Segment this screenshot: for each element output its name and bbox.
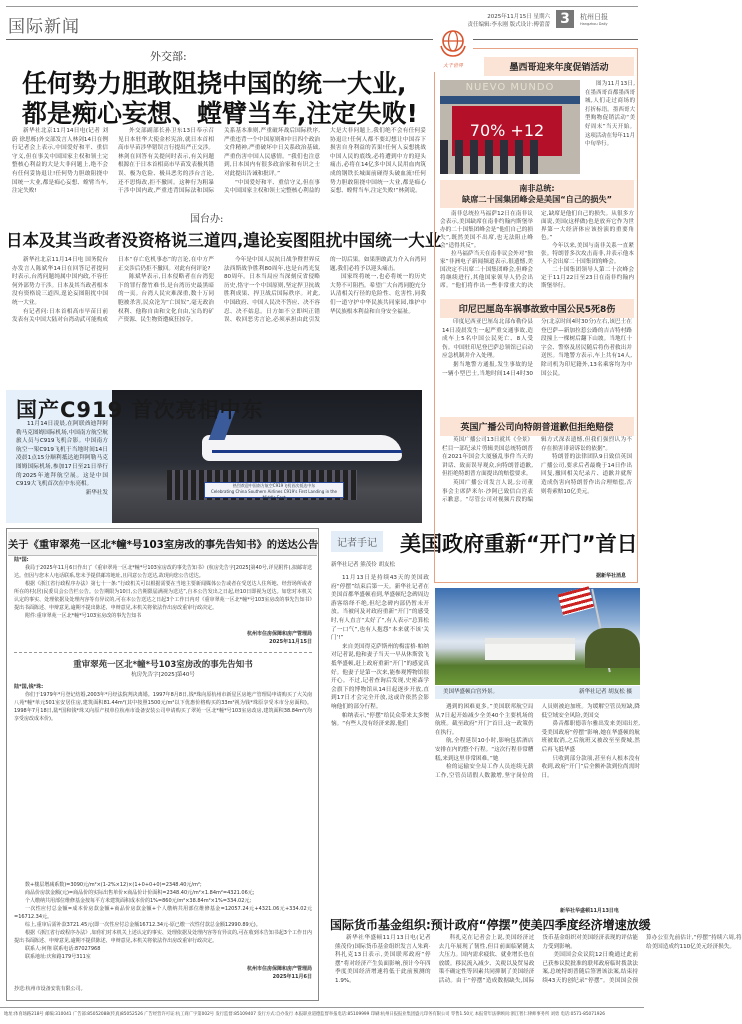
- footer-rule: [0, 1007, 644, 1008]
- paragraph: 联系人:何翔 联系电话:87027968: [25, 946, 101, 952]
- c919-headline: 国产C919 首次亮相中东: [16, 398, 264, 422]
- paragraph: 科扎克在记者会上说,美国经济过去几年展现了韧性,但目前面临紧随太大压力。国内需求疲软、就业增长也在放缓。移民流入减少、关税以及贸易政策不确定性等因素共同抑制了美国经济活动。由于“停摆”造成数据缺失,国际货币基金组织对美国经济表现的评估能力受到影响。: [438, 935, 638, 984]
- doc-title: 重审翠苑一区北*幢*号103室房改的事先告知书: [73, 660, 253, 670]
- safrica-title: 缺席二十国集团峰会是美国“自己的损失”: [462, 194, 612, 204]
- paragraph: 新华社北京11月14日电(记者 刘蔚 徐思栎)外交部发言人林剑14日在例行记者会上表示,中国爱好和平、重信守义,但在事关中国国家主权和领土完整核心利益的大是大非问题上,绝不会有任何妥协退让!任何势力胆敢阻挠中国统一大业,都是痴心妄想、螳臂当车,注定失败!: [12, 128, 108, 195]
- paragraph: 航,全程延误10小时,影响包括酒店安排在内的整个行程。“这次行程非常糟糕,来到这里非常困难。”她: [435, 738, 534, 762]
- lead-kicker: 外交部:: [150, 50, 187, 63]
- bbc-title: 英国广播公司向特朗普道歉但拒绝赔偿: [440, 417, 634, 436]
- store-awning: [440, 96, 580, 104]
- paragraph: 英国广播公司13日就其《全景》栏目一部纪录片剪辑美国总统特朗普在2021年国会大厦骚乱事件当天的讲话、致而误导观众,向特朗普道歉,但拒绝特朗普方面提出的赔偿要求。: [442, 437, 533, 478]
- top-rule: [6, 6, 638, 7]
- paragraph: 有记者问:日本首相高市早苗日前发表有关中国大陆对台湾动武可能构成日本“存亡危机事态”的言论,在中方严正交涉后仍拒不撤回。对此有何评论?: [12, 257, 214, 324]
- paragraph: 南非总统拉马福萨12日在南非议会表示,美国缺席在南非约翰内斯堡举办的二十国集团峰会是“他们自己的损失”,既然美国不出席,也无法阻止峰会“适得其反”。: [440, 211, 533, 249]
- reopen-dateline: 新华社华盛顿11月13日电: [560, 908, 619, 914]
- promo-poster: 70% +12: [452, 106, 562, 156]
- paragraph: 今年以来,美国与南非关系一直紧张。特朗普多次攻击南非,并表示他本人不会出席二十国集团的峰会。: [541, 243, 634, 265]
- reopen-body-col1: [331, 574, 429, 914]
- paragraph: 我局于2025年11月6日作出了《重审翠苑一区北*幢*号103室房改的事先告知书》(杭房先告字[2025]第40号,详见附件),拟邮寄送达。但因与您本人电话联系,您未予提供邮寄地址,且同意公告送达,故现向您公告送达。: [14, 565, 312, 579]
- white-house-photo: [435, 588, 640, 685]
- footer-info: 地址:体育场路218号 邮编:310041 广告部:85052088(传真)85052526 广告经营许可证:杭工商广字第002号 发行监督:85109407 发行方式:自办发行 本报职业道德监督举报电话:85109999 印刷:杭州日报报业集团盛元印务有限公司 零售1.50元 本报常年法律顾问:浙江智仁律师事务所 刘勇 电话:0571-85071926: [4, 1012, 605, 1017]
- lead-body: [12, 127, 426, 203]
- paragraph: 帕纳表示,“停摆”给民众带来太多懊恼。“有些人没有经济来源,他们: [331, 712, 429, 728]
- logo-text: 大千世界: [442, 63, 463, 69]
- banner-text-cn: 热烈欢迎中国南方航空C919飞机首次抵达中东: [232, 483, 316, 488]
- paragraph: 根据《浙江省行政程序办法》第七十一条:“行政机关可以根据需要在当地主要新闻媒体公告或者在受送达人住所地、经营场所或者所在的村(居)民委员会公告栏公告。公告期限为10日,公告期限届满视为送达”,自本公告发出之日起,经10日即视为送达。如您对本机关认定的事实、处理依据及处理内容等有异议的,可在本公告送达之日起3个工作日内对《重审翠苑一区北*幢*号103室房改的事先告知书》提出书面陈述、申辩意见,逾期不提出陈述、申辩意见,本机关将依法作出房改重审行政决定。: [14, 581, 312, 611]
- paper-name-en: Hangzhou Daily: [580, 22, 608, 26]
- caption-text: 11月14日凌晨,在阿联酋迪拜阿勒马克图姆国际机场,中国南方航空航旅人员与C919飞机合影。中国南方航空一架C919飞机于当地时间14日凌晨1点15分顺利抵达迪拜阿勒马克图姆国际机场,参加17日至21日举行的2025年迪拜航空展。这是中国C919大飞机首次在中东亮相。: [16, 421, 108, 488]
- paragraph: 商品价房款金额(元)=商品价的实际出售单价×商品价计价面积=2348.40元/m²×1.84m²=4321.06元;: [25, 890, 255, 896]
- mexico-title: 墨西哥迎来年度促销活动: [484, 57, 634, 76]
- photo-caption: 美国华盛顿白宫外景。: [443, 689, 499, 695]
- paragraph: 新华社华盛顿11月13日电(记者 熊茂伶)国际货币基金组织发言人朱莉·科扎克13日表示,美国联邦政府“停摆”将对经济产生负面影响,预计今年四季度美国经济增速将低于此前预测的1.9%。: [335, 935, 431, 984]
- notice-title: 关于《重审翠苑一区北*幢*号103室房改的事先告知书》的送达公告: [8, 532, 317, 556]
- imf-headline: 国际货币基金组织:预计政府“停摆”使美四季度经济增速放缓: [330, 918, 651, 932]
- doc-recipient: 陆*国,钱*珠:: [14, 684, 44, 690]
- welcome-banner: [204, 482, 344, 498]
- taiwan-headline: 日本及其当政者没资格说三道四,遑论妄图阻扰中国统一大业: [6, 231, 442, 250]
- doc-body: [14, 691, 312, 961]
- globe-icon: [438, 28, 468, 58]
- us-flag: [558, 586, 595, 616]
- paragraph: “中国爱好和平、重信守义,但在事关中国国家主权和领土完整核心利益的大是大非问题上,我们绝不会有任何妥协退让!任何人都不要幻想让中国吞下损害自身利益的苦果!任何人妄想挑战中国人民的底线,必将遭到中方的迎头痛击,必将在14亿多中国人民用血肉筑成的钢铁长城面前碰得头破血流!任何势力胆敢阻挠中国统一大业,都是痴心妄想、螳臂当车,注定失败!”林剑说。: [224, 128, 426, 195]
- header-rule: [6, 39, 638, 40]
- bali-title: 印尼巴厘岛车祸事故致中国公民5死8伤: [440, 299, 634, 318]
- c919-caption: [16, 420, 108, 497]
- paragraph: 陈斌华表示,日本侵略者在台湾犯下的罪行罄竹难书,是台湾历史最黑暗的一页。台湾人民灾难深重,数十万同胞被杀害,民众沦为“亡国奴”,毫无政治权利、他称自由和文化自由,宝岛的矿产资源、民生物资遭疯狂掠夺。: [118, 274, 214, 324]
- notice-body: [14, 564, 312, 620]
- paragraph: 拉马福萨当天在南非议会外对“独家”非洲电子新闻频道表示,很遗憾,美国决定不出席二十国集团峰会,但峰会将继续进行,其他国家领导人仍会出席。“他们将作出一些非常重大的决定,缺席是他们自己的损失。从很多方面说,美国(这样做)也是放弃它作为世界第一大经济体应该扮演的重要角色。”: [440, 211, 634, 289]
- doc-number: 杭房先告字[2025]第40号: [131, 672, 195, 678]
- reopen-body-col23: [435, 703, 640, 913]
- paragraph: 今年是中国人民抗日战争暨世界反法西斯战争胜利80周年,也是台湾光复80周年。日本当局应当深刻反省侵略历史,恪守一个中国原则,坚定捍卫抗战胜利成果、捍卫战后国际秩序。对此,中国政府、中国人民决不答应、决不容忍、决不姑息。日方如不立即纠正错误、收回恶劣言论,必须承担由此引发的一切后果。如果胆敢武力介入台湾问题,我们必将予以迎头痛击。: [224, 257, 426, 324]
- issue-date: 2025年11月15日 星期六: [487, 14, 550, 20]
- taiwan-body: [12, 256, 426, 380]
- shoppers: [440, 140, 540, 174]
- divider: [14, 652, 312, 653]
- photo-caption-bar: [435, 686, 640, 699]
- paragraph: 11月13日是持续43天的美国政府“停摆”结束后第一天。新华社记者在美国首都华盛顿看到,华盛顿纪念碑周边游客络绎不绝,但纪念碑内部仍暂未开放。当被问及对政府重新“开门”的感受时,有人直言“太好了”,有人表示“总算松了一口气”,也有人抱怨“本来就不该‘关门’!”: [331, 575, 429, 642]
- paper-logo: [580, 12, 608, 26]
- paragraph: 遇到的困难更多。”美国联邦航空局从7日起开始减少全美40个主要机场的航班。截至政府“开门”首日,这一政策仍在执行。: [435, 704, 534, 736]
- bbc-dateline: 据新华社消息: [596, 573, 627, 579]
- lead-headline-2: 都是痴心妄想、螳臂当车,注定失败!: [22, 99, 418, 128]
- paragraph: 你们于1979年*月登记结婚,2003年*月经法院判决离婚。1997年8月8日,钱*珠向原杭州市新星区房地产管理局申请购买了大关南八苑*幢*单元501室安居住房,建筑面积81.44m²(其中按照1500元/m²以下优惠价格购买的33m²视为钱*珠原享受本市分房面积)。1998年7月18日,陆*国和钱*珠又向原产权单位杭州市设备安装公司申请购买了翠苑一区北*幢*号103室房改房,建筑面积38.84m²(均享受房改成本价)。: [14, 692, 312, 722]
- paragraph: 数+楼层增减系数)=3090元/m²×(1-2%×12)×(1+0+0+0)=2348.40元/m²;: [25, 882, 202, 888]
- notice-signature: 杭州市住房保障和房产管理局: [246, 631, 312, 637]
- safrica-body: [440, 210, 634, 296]
- safrica-kicker: 南非总统:: [519, 184, 555, 193]
- paragraph: 美国国会众议院12日晚通过此前已获参议院批准的联邦政府临时拨款法案,总统特朗普随后签署该法案,结束持续43天的创纪录“停摆”。美国国会预算办公室先前估计,“停摆”持续六周,将给美国造成约110亿美元经济损失。: [542, 935, 742, 984]
- bali-body: [442, 318, 632, 412]
- paragraph: 检的运输安全局工作人员连续无薪工作,空管员请假人数激增,坚守岗位的人员则被迫加班。为缓解空管员短缺,降低空域安全风险,美国交: [435, 704, 640, 779]
- paragraph: 鼻音都职德蒂尔雅出发来美国出差,受美国政府“停摆”影响,她在华盛顿的航班被取消,之后航班又被改至至费城,然后再飞抵华盛: [541, 721, 640, 753]
- mexico-photo: [440, 80, 580, 174]
- paragraph: 来自美国得克萨斯州的梅雷格·帕纳对记者说,他和妻子当天一早从休斯敦飞抵华盛顿,赶上政府重新“开门”的感觉真好。他妻子是第一次来,能参观博物馆很开心。不过,记者查询后发现,史密森学会旗下的博物馆从14日起逐步开放,直到17日才会完全开放,这或许依然会影响他们的部分行程。: [331, 643, 429, 710]
- paragraph: 附件:重审翠苑一区北*幢*号103室房改的事先告知书: [25, 613, 142, 619]
- paragraph: 一次性应付总金额=成本价房款金额+商品价房款金额+个人缴纳共用部位维修基金=12057.24元+4321.06元+334.02元=16712.34元。: [14, 906, 312, 920]
- paragraph: 外交部副部长孙卫东13日奉示召见日本驻华大使金杉宪治,就日本首相高市早苗涉华错误言行提出严正交涉。林剑在回答有关提问时表示,有关问题根源在于日本首相高市早苗发表极其错误、极为危险、极具恶劣的涉台言论,还不思悔改,拒不撤回。这种行为粗暴干涉中国内政,严重违背国际法和国际关系基本准则,严重破坏战后国际秩序,严重违背一个中国原则和中日四个政治文件精神,严重破坏中日关系政治基础,严重伤害中国人民感情。“我们也注意到,日本国内有很多政治家和有识之士对此提出告诫和批评。”: [118, 128, 320, 195]
- paragraph: 据当地警方通报,发生事故的是一辆小型巴士,当地时间14日4时30分(北京时间4时30分)左右,该巴士在登巴萨—新加拉惹公路的吉吉特村路段撞上一棵树后翻下山坡。当地红十字会、警察及居民随后将伤者救出并送医。当地警方表示,车上共有14人,除司机为印尼籍外,13名乘客均为中国公民。: [442, 319, 632, 377]
- doc-signature: 杭州市住房保障和房产管理局: [246, 966, 312, 972]
- lead-headline-1: 任何势力胆敢阻挠中国的统一大业,: [22, 69, 407, 98]
- white-house: [485, 638, 575, 660]
- paragraph: 印度尼西亚巴厘岛北部布勒伶县14日凌晨发生一起严重交通事故,造成车上5名中国公民死亡、8人受伤。中国驻印尼登巴萨总领馆已启动应急机制并介入处理。: [442, 319, 533, 360]
- paper-name: 杭州日报: [580, 13, 608, 21]
- paragraph: 特朗普的法律团队9日致信英国广播公司,要求后者最晚于14日作出回复,撤回相关纪录片、道歉并就所造成伤害向特朗普作出合理赔偿,否则将索赔10亿美元。: [541, 454, 632, 495]
- editors: 责任编辑:李永刚 版式设计:傅蕾蕾: [467, 22, 550, 28]
- photo-credit: 新华社发: [85, 489, 108, 496]
- airplane-fuselage: [202, 435, 402, 461]
- paragraph: 新华社北京11月14日电 国务院台办发言人陈斌华14日在回答记者提问时表示,台湾问题纯属中国内政,不容任何外部势力干涉。日本及其当政者根本没有资格说三道四,遑论妄图阻扰中国统一大业。: [12, 257, 108, 306]
- doc-date: 2025年11月6日: [272, 974, 312, 980]
- globe-hands-logo: [433, 28, 473, 72]
- paragraph: 根据《浙江省行政程序办法》,如你们对本机关上述认定的事实、处理依据及处理内容等有异议的,可在收到本告知书起3个工作日内提出书面陈述、申辩意见,逾期不提供陈述、申辩意见,本机关将依法作出房改重审行政决定。: [14, 930, 312, 944]
- paragraph: 个人缴纳共用部位维修基金按每平方米建筑面积成本价的1%=860元/m²×38.84m²×1%=334.02元;: [25, 898, 252, 904]
- paragraph: 英国广播公司发言人说,公司董事会主席萨米尔·沙阿已致信白宫表示歉意。“尽管公司对视频片段的编辑方式深表遗憾,但我们强烈认为不存在损害诽谤诉讼的依据”。: [442, 437, 632, 504]
- notice-date: 2025年11月15日: [269, 639, 312, 645]
- bbc-body: [442, 436, 632, 572]
- reopen-headline: 美国政府重新“开门”首日: [400, 532, 638, 556]
- paragraph: 国家终将统一,也必将统一的历史大势不可阻挡。希望广大台湾同胞充分认清相关行径的危险性、危害性,同我们一道守护中华民族共同家园,维护中华民族根本利益和自身安全福祉。: [330, 274, 426, 315]
- store-sign: NUEVO MUNDO: [465, 82, 555, 93]
- notice-recipient: 陆*国:: [14, 557, 29, 563]
- page-number: 3: [556, 10, 574, 28]
- notice-content: [14, 556, 312, 993]
- imf-body: [335, 934, 742, 1000]
- paragraph: 联系地址:庆和路179号311室: [25, 954, 91, 960]
- section-title: 国际新闻: [8, 17, 80, 37]
- reopen-byline: 新华社记者 熊茂伶 胡友松: [331, 562, 395, 568]
- photo-credit: 新华社记者 胡友松 摄: [579, 689, 632, 695]
- edition-info: [360, 13, 550, 29]
- banner-text-en: Celebrating China Southern Airlines C919's First Landing in the Middle East: [211, 489, 337, 500]
- paragraph: 综上,重审后需补款3721.45元(即一次性应付总金额16712.34元-原已缴一次性付款总金额12990.89元)。: [25, 922, 261, 928]
- safrica-title-box: [440, 180, 634, 208]
- reporter-note-tag: 记者手记: [331, 531, 383, 552]
- taiwan-kicker: 国台办:: [190, 214, 224, 225]
- mexico-caption: 图为11月13日,在墨西哥首都墨西哥城,人们走过商场的打折标语。墨西哥大型购物促销活动“美好周末”当天开始。这项活动在每年11月中旬举行。: [585, 81, 635, 148]
- doc-cc: 抄送:杭州市设备安装有限公司。: [14, 986, 86, 992]
- trees: [585, 628, 640, 668]
- airplane-stripe: [212, 450, 402, 453]
- paragraph: 只收到部分款项,甚至有人根本没有收到,政府“开门”后全额补款到位尚需时日。: [541, 755, 640, 779]
- paragraph: 二十国集团领导人第二十次峰会定于11月22日至23日在南非约翰内斯堡举行。: [541, 267, 634, 289]
